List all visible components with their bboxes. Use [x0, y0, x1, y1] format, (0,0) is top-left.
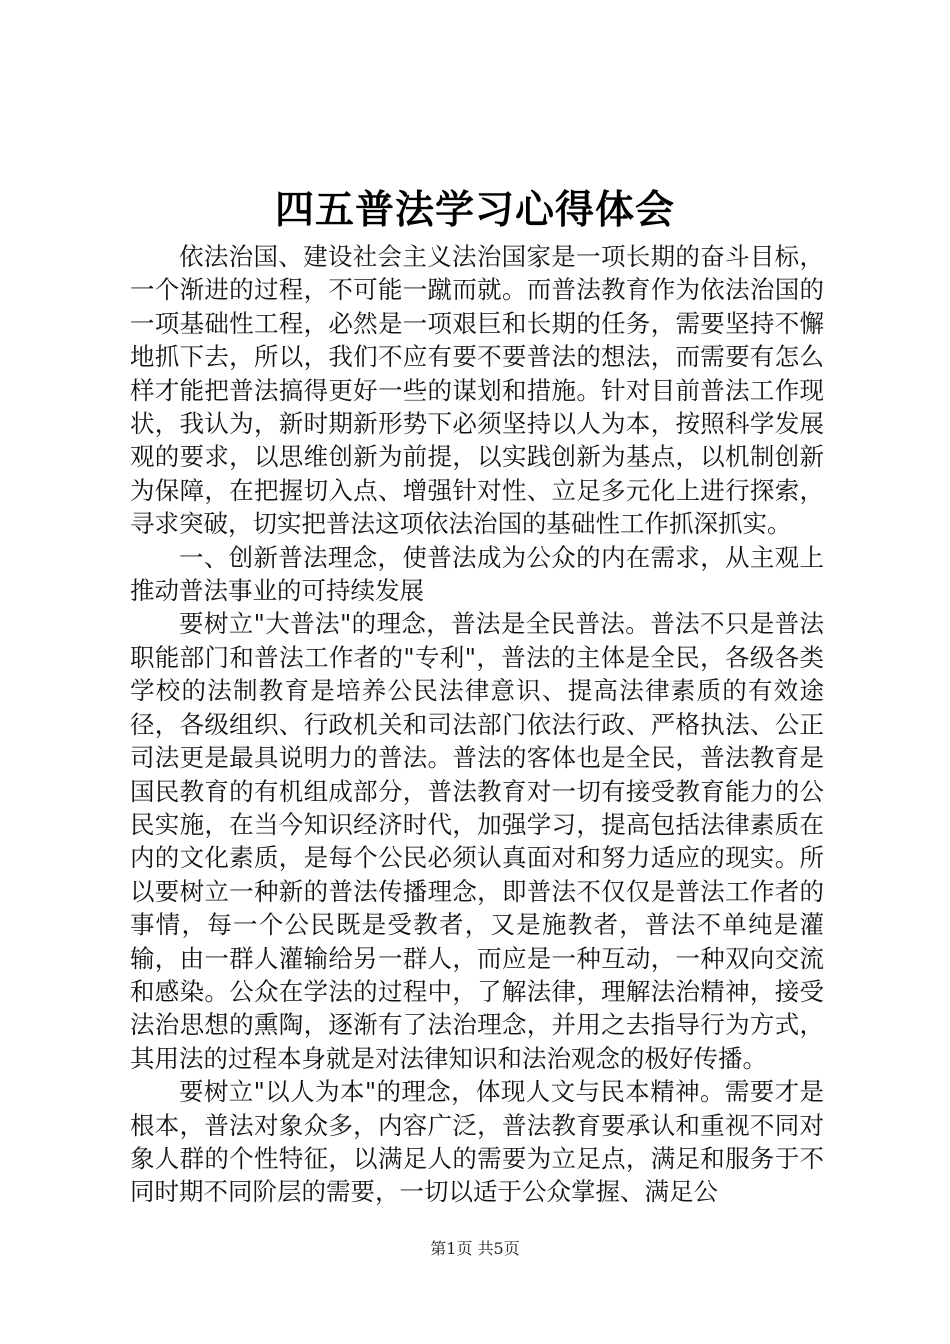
document-title: 四五普法学习心得体会: [274, 187, 675, 233]
section-heading-1: 一、创新普法理念，使普法成为公众的内在需求，从主观上推动普法事业的可持续发展: [130, 542, 824, 606]
paragraph-big-pufa: 要树立"大普法"的理念，普法是全民普法。普法不只是普法职能部门和普法工作者的"专利"，普法的主体是全民，各级各类学校的法制教育是培养公民法律意识、提高法律素质的有效途径，各级组织、行政机关和司法部门依法行政、严格执法、公正司法更是最具说明力的普法。普法的客体也是全民，普法教育是国民教育的有机组成部分，普法教育对一切有接受教育能力的公民实施，在当今知识经济时代，加强学习，提高包括法律素质在内的文化素质，是每个公民必须认真面对和努力适应的现实。所以要树立一种新的普法传播理念，即普法不仅仅是普法工作者的事情，每一个公民既是受教者，又是施教者，普法不单纯是灌输，由一群人灌输给另一群人，而应是一种互动，一种双向交流和感染。公众在学法的过程中，了解法律，理解法治精神，接受法治思想的熏陶，逐渐有了法治理念，并用之去指导行为方式，其用法的过程本身就是对法律知识和法治观念的极好传播。: [130, 609, 824, 1073]
paragraph-intro: 依法治国、建设社会主义法治国家是一项长期的奋斗目标，一个渐进的过程，不可能一蹴而就。而普法教育作为依法治国的一项基础性工程，必然是一项艰巨和长期的任务，需要坚持不懈地抓下去，所以，我们不应有要不要普法的想法，而需要有怎么样才能把普法搞得更好一些的谋划和措施。针对目前普法工作现状，我认为，新时期新形势下必须坚持以人为本，按照科学发展观的要求，以思维创新为前提，以实践创新为基点，以机制创新为保障，在把握切入点、增强针对性、立足多元化上进行探索，寻求突破，切实把普法这项依法治国的基础性工作抓深抓实。: [130, 242, 824, 539]
page-number-footer: 第1页 共5页: [430, 1239, 520, 1258]
paragraph-people-oriented: 要树立"以人为本"的理念，体现人文与民本精神。需要才是根本，普法对象众多，内容广泛，普法教育要承认和重视不同对象人群的个性特征，以满足人的需要为立足点，满足和服务于不同时期不同阶层的需要，一切以适于公众掌握、满足公: [130, 1077, 824, 1207]
document-body: [130, 240, 824, 1209]
